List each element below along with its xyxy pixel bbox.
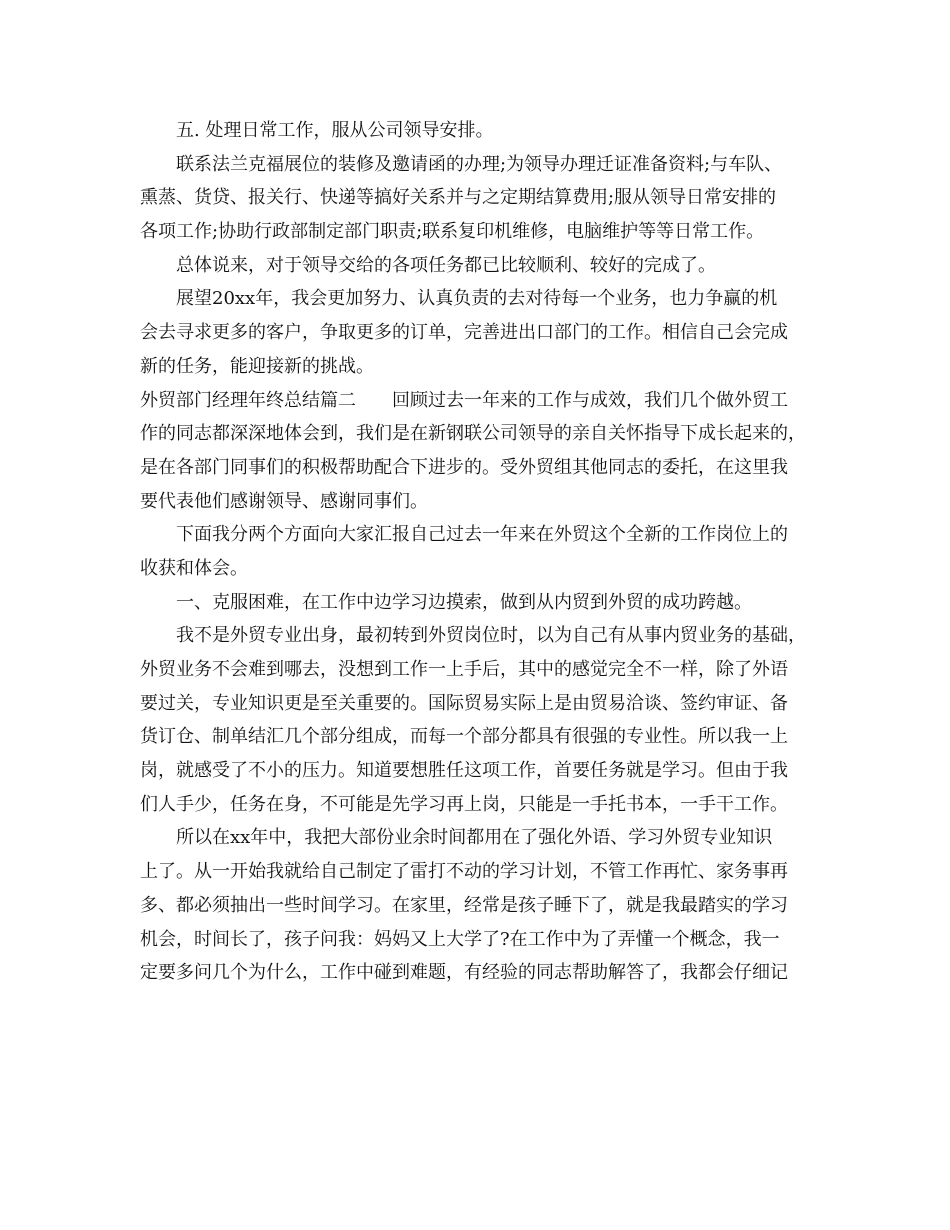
article-title-line (140, 384, 824, 418)
paragraph-line: 是在各部门同事们的积极帮助配合下进步的。受外贸组其他同志的委托，在这里我 (140, 456, 788, 478)
paragraph-line: 货订仓、制单结汇几个部分组成，而每一个部分都具有很强的专业性。所以我一上 (140, 726, 788, 748)
section-heading-5: 五. 处理日常工作，服从公司领导安排。 (176, 120, 494, 141)
paragraph-line: 们人手少，任务在身，不可能是先学习再上岗，只能是一手托书本，一手干工作。 (140, 793, 788, 815)
section-heading-1: 一、克服困难，在工作中边学习边摸索，做到从内贸到外贸的成功跨越。 (176, 591, 752, 613)
paragraph-line: 收获和体会。 (140, 557, 248, 579)
paragraph-line: 定要多问几个为什么，工作中碰到难题，有经验的同志帮助解答了，我都会仔细记 (140, 962, 788, 984)
paragraph-line: 会去寻求更多的客户，争取更多的订单，完善进出口部门的工作。相信自己会完成 (140, 322, 788, 344)
paragraph-line: 展望20xx年，我会更加努力、认真负责的去对待每一个业务，也力争赢的机 (176, 288, 778, 310)
paragraph-line: 回顾过去一年来的工作与成效，我们几个做外贸工 (392, 389, 788, 411)
document-body (140, 114, 824, 990)
paragraph-line: 多、都必须抽出一些时间学习。在家里，经常是孩子睡下了，就是我最踏实的学习 (140, 894, 788, 916)
paragraph-line: 作的同志都深深地体会到，我们是在新钢联公司领导的亲自关怀指导下成长起来的， (140, 423, 806, 445)
paragraph-line: 机会，时间长了，孩子问我：妈妈又上大学了?在工作中为了弄懂一个概念，我一 (140, 928, 780, 950)
paragraph-line: 岗，就感受了不小的压力。知道要想胜任这项工作，首要任务就是学习。但由于我 (140, 760, 788, 782)
paragraph-line: 总体说来，对于领导交给的各项任务都已比较顺利、较好的完成了。 (176, 254, 716, 276)
article-title: 外贸部门经理年终总结篇二 (140, 389, 356, 411)
paragraph-line: 外贸业务不会难到哪去，没想到工作一上手后，其中的感觉完全不一样，除了外语 (140, 659, 788, 680)
paragraph-line: 各项工作;协助行政部制定部门职责;联系复印机维修，电脑维护等等日常工作。 (140, 221, 765, 243)
paragraph-line: 要过关，专业知识更是至关重要的。国际贸易实际上是由贸易洽谈、签约审证、备 (140, 692, 788, 714)
paragraph-line: 所以在xx年中，我把大部份业余时间都用在了强化外语、学习外贸专业知识 (176, 827, 773, 849)
paragraph-line: 新的任务，能迎接新的挑战。 (140, 355, 374, 377)
paragraph-line: 要代表他们感谢领导、感谢同事们。 (140, 490, 428, 512)
paragraph-line: 上了。从一开始我就给自己制定了雷打不动的学习计划，不管工作再忙、家务事再 (140, 861, 788, 883)
paragraph-line: 下面我分两个方面向大家汇报自己过去一年来在外贸这个全新的工作岗位上的 (176, 524, 788, 546)
paragraph-line: 熏蒸、货贷、报关行、快递等搞好关系并与之定期结算费用;服从领导日常安排的 (140, 187, 777, 209)
paragraph-line: 我不是外贸专业出身，最初转到外贸岗位时，以为自己有从事内贸业务的基础， (176, 625, 806, 647)
paragraph-line: 联系法兰克福展位的装修及邀请函的办理;为领导办理迁证准备资料;与车队、 (176, 153, 783, 175)
